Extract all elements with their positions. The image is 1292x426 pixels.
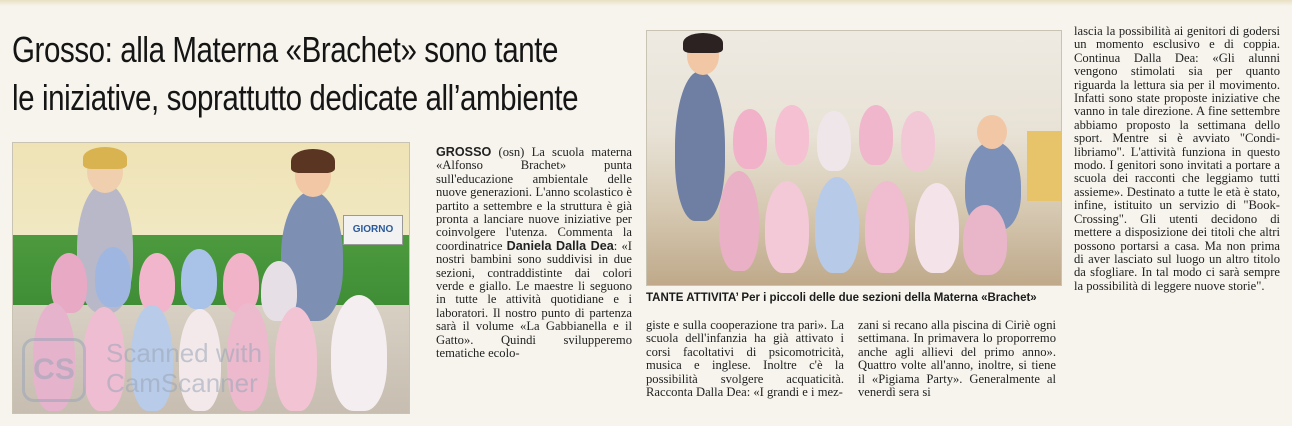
- article-column-4: [1074, 25, 1280, 293]
- scanner-logo-icon: CS: [22, 338, 86, 402]
- child-figure: [139, 253, 175, 313]
- column-1-text-b: : «I nostri bambini sono suddivisi in due sezioni, contraddistinte dai colori verde e giallo. Le maestre li seguono in tutte le attività quotidiane e i laboratori. Il nostro punto di partenza sarà il volume «La Gabbianella e il Gatto». Quindi svilupperemo tematiche ecolo-: [436, 238, 633, 361]
- teacher-head: [977, 115, 1007, 149]
- child-figure: [775, 105, 809, 165]
- page-top-edge: [0, 0, 1292, 6]
- scanner-watermark: [22, 338, 322, 408]
- teacher-hair: [683, 33, 723, 53]
- child-figure: [765, 181, 809, 273]
- child-figure: [95, 247, 131, 307]
- child-figure: [817, 111, 851, 171]
- article-column-2: [646, 319, 844, 399]
- byline: (osn): [491, 145, 532, 159]
- photo-caption: [646, 291, 1062, 305]
- chair: [1027, 131, 1062, 201]
- child-figure: [915, 183, 959, 273]
- photo-group-children: [646, 30, 1062, 286]
- coordinator-name: Daniela Dalla Dea: [506, 238, 614, 253]
- teacher-hair: [291, 149, 335, 173]
- article-column-3: [858, 319, 1056, 399]
- child-figure: [901, 111, 935, 171]
- wall-sign: GIORNO: [343, 215, 403, 245]
- column-1-text-a: La scuola materna «Alfonso Brachet» punta sull'educazione ambientale delle nuove generazioni. L'anno scolastico è partito a settembre e la struttura è già pronta a lanciare nuove iniziative per coinvolgere l'utenza. Commenta la coordinatrice: [436, 145, 632, 253]
- dateline: GROSSO: [436, 145, 492, 159]
- teacher-hair: [83, 147, 127, 169]
- headline-line-2: le iniziative, soprattutto dedicate all’ambiente: [12, 77, 579, 118]
- caption-lead: TANTE ATTIVITA’: [646, 292, 739, 304]
- child-figure: [963, 205, 1007, 275]
- child-figure: [733, 109, 767, 169]
- teacher-figure: [675, 71, 725, 221]
- article-headline: [12, 26, 579, 122]
- caption-text: Per i piccoli delle due sezioni della Materna «Brachet»: [738, 292, 1037, 304]
- article-column-1: [436, 146, 632, 361]
- child-figure: [719, 171, 759, 271]
- column-2-text: giste e sulla cooperazione tra pari». La scuola dell'infanzia ha già attivato i corsi facoltativi di psicomotricità, musica e inglese. Inoltre c'è la possibilità svolgere acquaticità. Racconta Dalla Dea: «I grandi e i mez-: [646, 318, 844, 400]
- child-figure: [865, 181, 909, 273]
- child-figure: [331, 295, 387, 411]
- watermark-text: Scanned with CamScanner: [106, 338, 263, 398]
- column-3-text: zani si recano alla piscina di Ciriè ogni settimana. In primavera lo proporremo anche agli allievi del primo anno». Quattro volte all'anno, inoltre, si tiene il «Pigiama Party». Generalmente al venerdì sera si: [858, 318, 1056, 400]
- child-figure: [181, 249, 217, 309]
- child-figure: [859, 105, 893, 165]
- child-figure: [815, 177, 859, 273]
- column-4-text: lascia la possibilità ai genitori di godersi un momento esclusivo e di coppia. Continua Dalla Dea: «Gli alunni vengono stimolati sia per quanto riguarda la lettura sia per il movimento. Infatti sono state proposte iniziative che vanno in tale direzione. A fine settembre abbiamo proposto la settimana dello sport. Mentre si è avviato "Condi-libriamo". L'attività funziona in questo modo. I genitori sono invitati a portare a scuola dei racconti che leggiamo tutti assieme». Destinato a tutte le età è stato, infine, istituito un servizio di "Book-Crossing". Gli utenti decidono di mettere a disposizione dei titoli che altri possono portarsi a casa. Ma non prima di aver lasciato sul luogo un altro titolo da sfogliare. In tal modo ci sarà sempre la possibilità di leggere nuove storie".: [1074, 24, 1280, 293]
- headline-line-1: Grosso: alla Materna «Brachet» sono tante: [12, 29, 559, 70]
